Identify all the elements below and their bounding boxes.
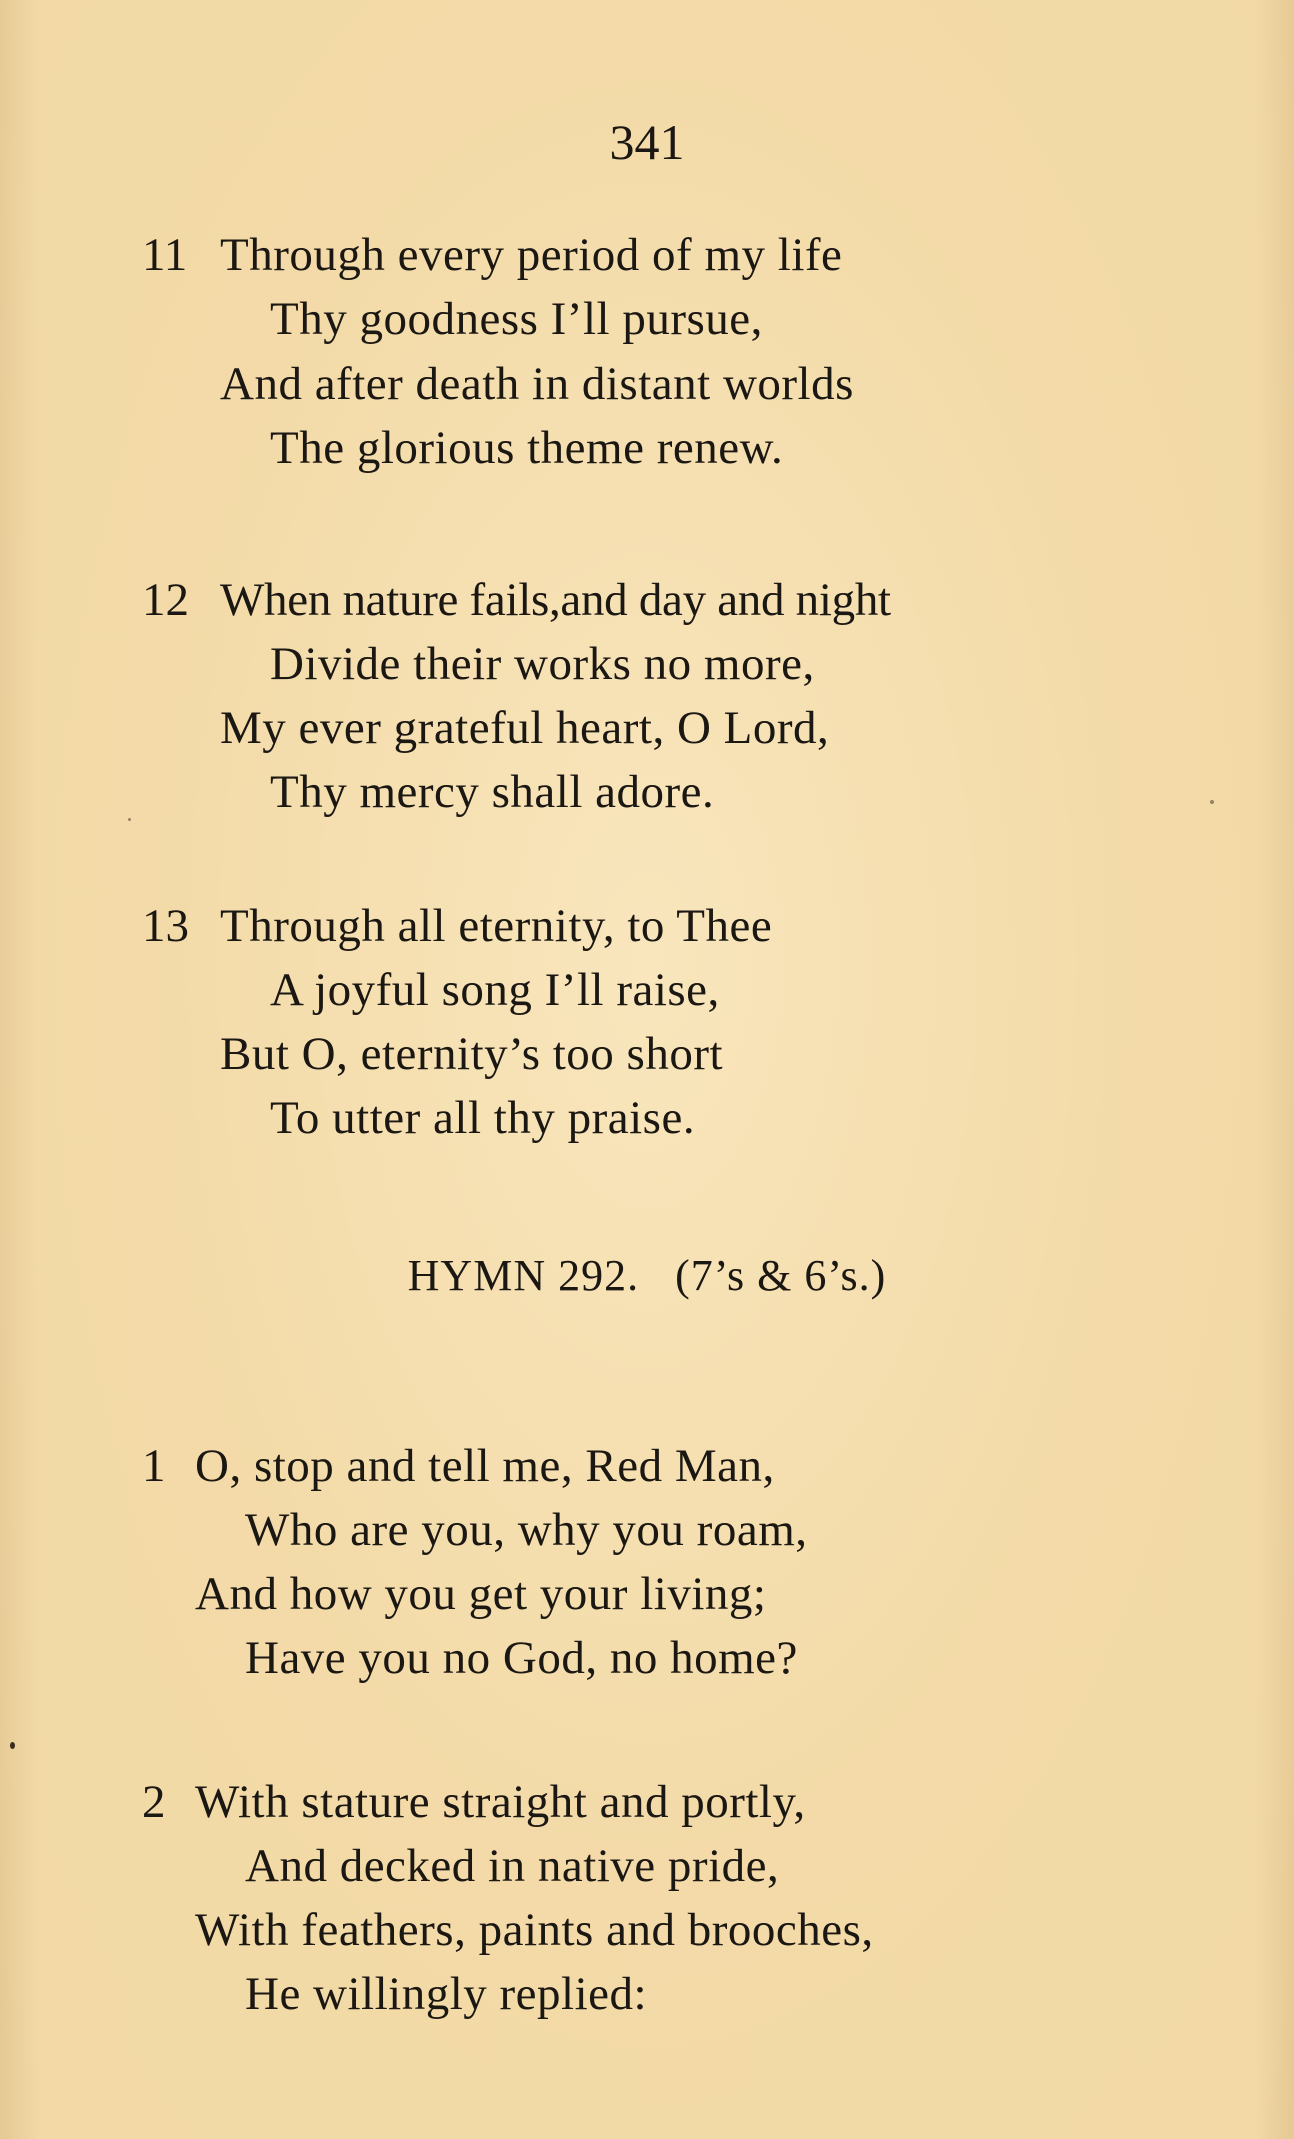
verse-line: With feathers, paints and brooches,: [195, 1904, 874, 1956]
verse-line: Thy mercy shall adore.: [270, 766, 715, 818]
page-number: 341: [609, 114, 685, 170]
verse-line: Through every period of my life: [220, 229, 843, 281]
verse-number: 12: [142, 574, 189, 626]
verse-number: 2: [142, 1776, 166, 1828]
verse-line: And how you get your living;: [195, 1568, 767, 1620]
verse-line: O, stop and tell me, Red Man,: [195, 1440, 775, 1492]
verse-number: 11: [142, 229, 188, 281]
verse-line: But O, eternity’s too short: [220, 1028, 724, 1080]
verse-line: Have you no God, no home?: [245, 1632, 798, 1684]
verse-line: To utter all thy praise.: [270, 1092, 696, 1144]
verse-line: Thy goodness I’ll pursue,: [270, 293, 763, 345]
verse-line: He willingly replied:: [245, 1968, 648, 2020]
paper-speck: [128, 818, 131, 821]
verse-line: A joyful song I’ll raise,: [270, 964, 720, 1016]
verse-number: 1: [142, 1440, 166, 1492]
verse-line: Who are you, why you roam,: [245, 1504, 808, 1556]
paper-speck: [1210, 800, 1214, 804]
verse-line: Divide their works no more,: [270, 638, 815, 690]
paper-speck: [10, 1742, 15, 1749]
verse-number: 13: [142, 900, 189, 952]
verse-line: When nature fails,and day and night: [220, 574, 891, 626]
verse-line: And after death in distant worlds: [220, 358, 854, 410]
verse-line: Through all eternity, to Thee: [220, 900, 773, 952]
verse-line: My ever grateful heart, O Lord,: [220, 702, 830, 754]
verse-line: And decked in native pride,: [245, 1840, 780, 1892]
hymn-heading: HYMN 292. (7’s & 6’s.): [407, 1251, 887, 1300]
verse-line: With stature straight and portly,: [195, 1776, 806, 1828]
verse-line: The glorious theme renew.: [270, 422, 784, 474]
